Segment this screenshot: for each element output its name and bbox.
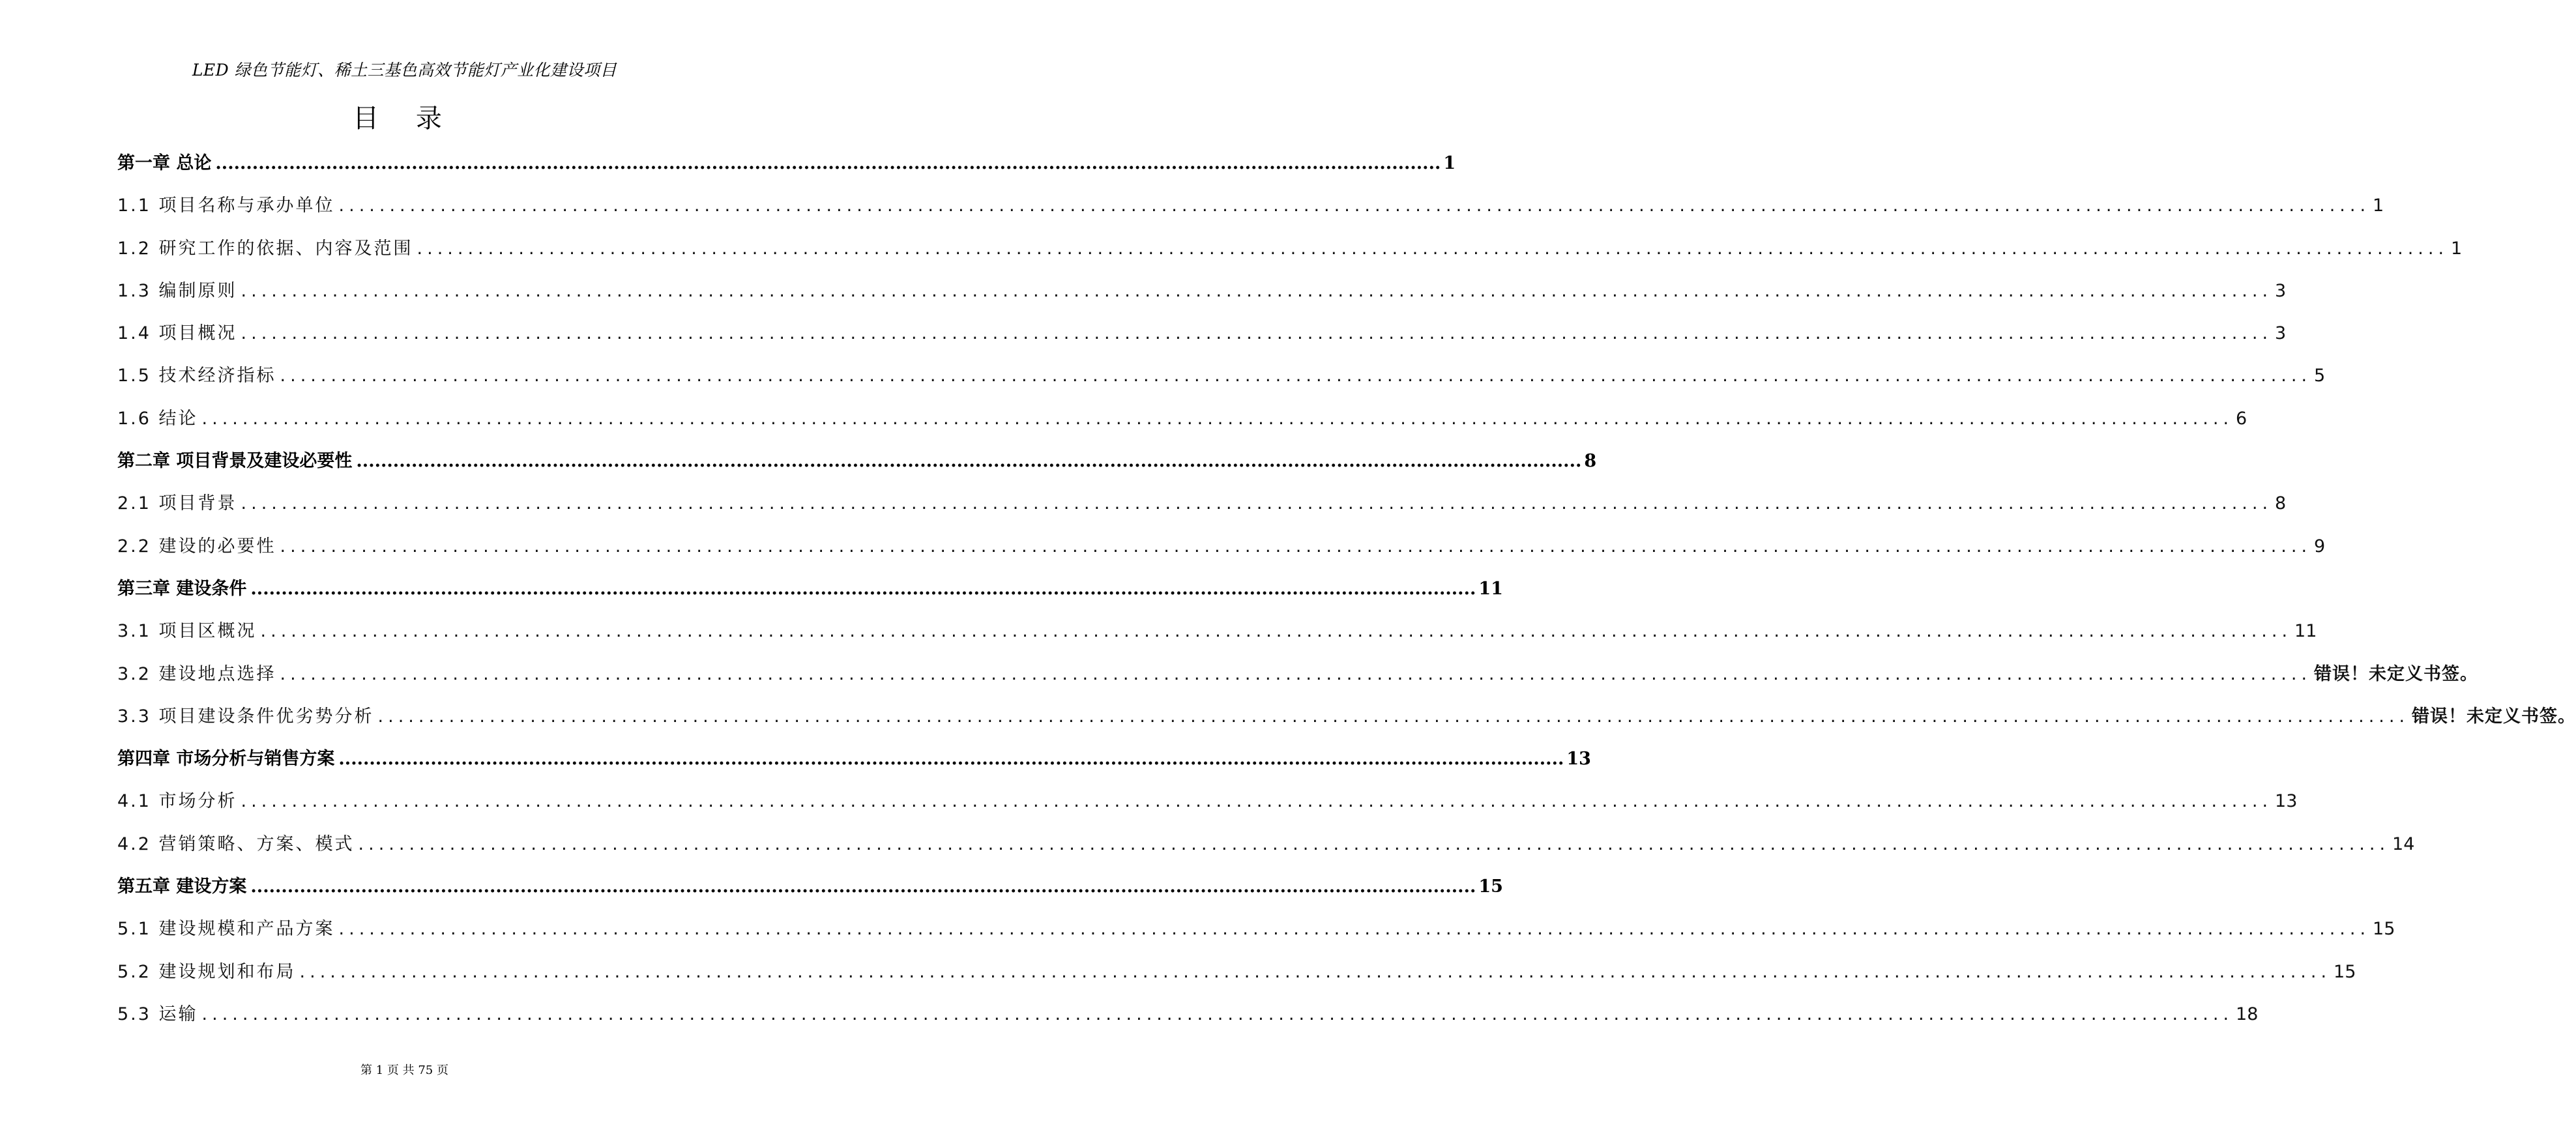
toc-entry-label: 第五章 建设方案: [117, 876, 247, 897]
toc-page-number: 15: [2373, 919, 2395, 940]
toc-dot-leader: ........................................................................................................................................................................................................: [250, 578, 1476, 599]
toc-dot-leader: ........................................................................................................................................................................................................: [241, 493, 2273, 514]
toc-entry-label: 3.1 项目区概况: [117, 621, 257, 642]
toc-dot-leader: ........................................................................................................................................................................................................: [338, 749, 1564, 770]
toc-dot-leader: ........................................................................................................................................................................................................: [338, 195, 2371, 216]
toc-chapter-entry[interactable]: [117, 738, 1591, 780]
toc-page-number: 1: [1443, 153, 1456, 173]
toc-entry-label: 5.3 运输: [117, 1004, 198, 1024]
toc-page-number: 15: [1478, 876, 1503, 897]
toc-page-number: 14: [2392, 833, 2415, 854]
toc-section-entry[interactable]: [117, 184, 2384, 227]
toc-section-entry[interactable]: [117, 482, 2287, 525]
toc-dot-leader: ........................................................................................................................................................................................................: [250, 876, 1476, 897]
toc-entry-label: 1.1 项目名称与承办单位: [117, 195, 335, 216]
toc-section-entry[interactable]: [117, 908, 2395, 950]
toc-page-number: 13: [2275, 791, 2298, 812]
toc-dot-leader: ........................................................................................................................................................................................................: [338, 919, 2371, 940]
toc-dot-leader: ........................................................................................................................................................................................................: [201, 1004, 2234, 1024]
toc-page-number: 18: [2236, 1004, 2259, 1024]
toc-entry-label: 第一章 总论: [117, 153, 212, 173]
toc-dot-leader: ........................................................................................................................................................................................................: [299, 961, 2332, 982]
toc-section-entry[interactable]: [117, 398, 2247, 440]
toc-chapter-entry[interactable]: [117, 568, 1503, 610]
document-header: LED 绿色节能灯、稀土三基色高效节能灯产业化建设项目: [192, 61, 617, 80]
toc-entry-label: 1.3 编制原则: [117, 280, 237, 301]
page-title: 目 录: [353, 104, 456, 134]
toc-section-entry[interactable]: [117, 354, 2326, 397]
toc-chapter-entry[interactable]: [117, 142, 1456, 184]
toc-entry-label: 第二章 项目背景及建设必要性: [117, 451, 353, 472]
toc-dot-leader: ........................................................................................................................................................................................................: [356, 451, 1582, 472]
toc-entry-label: 1.5 技术经济指标: [117, 366, 276, 386]
toc-dot-leader: ........................................................................................................................................................................................................: [377, 706, 2410, 727]
toc-entry-label: 1.6 结论: [117, 408, 198, 429]
toc-dot-leader: ........................................................................................................................................................................................................: [417, 238, 2449, 259]
toc-entry-label: 4.1 市场分析: [117, 791, 237, 812]
toc-dot-leader: ........................................................................................................................................................................................................: [201, 408, 2234, 429]
toc-page-number: 9: [2314, 536, 2326, 557]
toc-section-entry[interactable]: [117, 951, 2356, 993]
toc-section-entry[interactable]: [117, 270, 2287, 312]
toc-section-entry[interactable]: [117, 695, 2576, 738]
toc-section-entry[interactable]: [117, 525, 2326, 568]
toc-dot-leader: ........................................................................................................................................................................................................: [215, 153, 1441, 173]
toc-section-entry[interactable]: [117, 227, 2463, 270]
toc-dot-leader: ........................................................................................................................................................................................................: [280, 663, 2312, 684]
toc-entry-label: 1.4 项目概况: [117, 323, 237, 344]
toc-entry-label: 第三章 建设条件: [117, 578, 247, 599]
toc-entry-label: 5.1 建设规模和产品方案: [117, 919, 335, 940]
toc-entry-label: 4.2 营销策略、方案、模式: [117, 833, 355, 854]
toc-page-number: 11: [2294, 621, 2317, 642]
toc-dot-leader: ........................................................................................................................................................................................................: [358, 833, 2390, 854]
toc-section-entry[interactable]: [117, 780, 2298, 822]
toc-dot-leader: ........................................................................................................................................................................................................: [241, 280, 2273, 301]
toc-section-entry[interactable]: [117, 823, 2415, 865]
toc-page-number: 1: [2451, 238, 2463, 259]
toc-page-number: 13: [1566, 749, 1591, 770]
toc-page-number: 3: [2275, 323, 2287, 344]
toc-section-entry[interactable]: [117, 610, 2317, 652]
toc-page-number: 3: [2275, 280, 2287, 301]
toc-entry-label: 3.2 建设地点选择: [117, 663, 276, 684]
toc-page-number: 5: [2314, 366, 2326, 386]
toc-dot-leader: ........................................................................................................................................................................................................: [260, 621, 2292, 642]
toc-page-number: 15: [2334, 961, 2356, 982]
toc-dot-leader: ........................................................................................................................................................................................................: [280, 536, 2312, 557]
toc-page-number: 11: [1478, 578, 1503, 599]
toc-entry-label: 1.2 研究工作的依据、内容及范围: [117, 238, 413, 259]
toc-page-number: 1: [2373, 195, 2384, 216]
toc-chapter-entry[interactable]: [117, 440, 1597, 482]
toc-dot-leader: ........................................................................................................................................................................................................: [280, 366, 2312, 386]
toc-page-number: 8: [2275, 493, 2287, 514]
table-of-contents: [117, 142, 2576, 1035]
toc-bookmark-error: 错误！未定义书签。: [2412, 706, 2576, 727]
toc-dot-leader: ........................................................................................................................................................................................................: [241, 323, 2273, 344]
toc-section-entry[interactable]: [117, 653, 2479, 695]
toc-section-entry[interactable]: [117, 993, 2259, 1035]
toc-entry-label: 2.1 项目背景: [117, 493, 237, 514]
page-footer: 第 1 页 共 75 页: [360, 1063, 448, 1077]
toc-section-entry[interactable]: [117, 312, 2287, 354]
toc-chapter-entry[interactable]: [117, 865, 1503, 908]
toc-page-number: 6: [2236, 408, 2247, 429]
toc-entry-label: 第四章 市场分析与销售方案: [117, 749, 335, 770]
toc-entry-label: 2.2 建设的必要性: [117, 536, 276, 557]
toc-page-number: 8: [1584, 451, 1597, 472]
toc-entry-label: 3.3 项目建设条件优劣势分析: [117, 706, 374, 727]
toc-bookmark-error: 错误！未定义书签。: [2314, 663, 2479, 684]
toc-entry-label: 5.2 建设规划和布局: [117, 961, 296, 982]
toc-dot-leader: ........................................................................................................................................................................................................: [241, 791, 2273, 812]
